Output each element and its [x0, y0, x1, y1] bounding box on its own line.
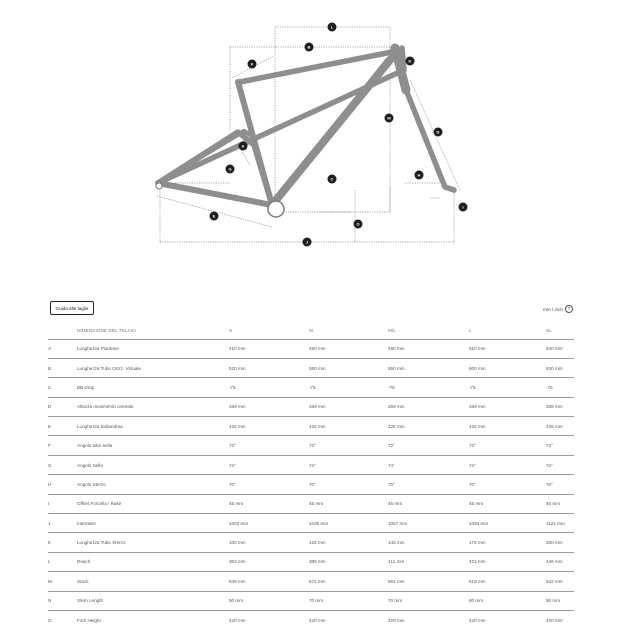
cell-size-m: 72°: [309, 443, 316, 449]
row-letter: I: [48, 501, 50, 507]
svg-text:C: C: [330, 176, 334, 182]
row-dimension-name: Angolo Sella: [77, 462, 103, 468]
row-letter: N: [48, 598, 52, 604]
row-letter: H: [48, 481, 52, 487]
svg-text:M: M: [387, 115, 391, 121]
cell-size-xl: -75: [546, 384, 553, 390]
cell-size-l: -75: [469, 384, 476, 390]
svg-text:F: F: [250, 61, 254, 67]
table-body: [48, 339, 574, 630]
cell-size-l: 600 mm: [469, 365, 486, 371]
cell-size-ml: 74°: [388, 462, 395, 468]
cell-size-ml: 45 mm: [388, 501, 403, 507]
marker-f: [248, 60, 257, 69]
cell-size-xl: 425 mm: [546, 423, 563, 429]
row-letter: K: [48, 540, 52, 546]
row-dimension-name: Stem Length: [77, 598, 104, 604]
cell-size-m: 450 mm: [309, 346, 326, 352]
header-size-s: S: [229, 328, 233, 334]
row-dimension-name: Interasse: [77, 520, 96, 526]
marker-o: [354, 220, 363, 229]
cell-size-xl: 630 mm: [546, 365, 563, 371]
bike-geometry-diagram: [0, 0, 632, 250]
table-row: [48, 475, 574, 494]
cell-size-l: 74°: [469, 462, 476, 468]
cell-size-ml: 591 mm: [388, 578, 405, 584]
cell-size-l: 510 mm: [469, 346, 486, 352]
table-row: [48, 397, 574, 416]
cell-size-s: 420 mm: [229, 617, 246, 623]
table-row: [48, 494, 574, 513]
cell-size-l: 45 mm: [469, 501, 484, 507]
table-row: [48, 378, 574, 397]
cell-size-xl: 90 mm: [546, 598, 561, 604]
cell-size-m: 70 mm: [309, 598, 324, 604]
row-letter: C: [48, 384, 52, 390]
cell-size-s: 363 mm: [229, 559, 246, 565]
marker-b: [305, 43, 314, 52]
row-letter: A: [48, 346, 52, 352]
cell-size-l: 1093 mm: [469, 520, 489, 526]
cell-size-s: 50 mm: [229, 598, 244, 604]
cell-size-m: -75: [309, 384, 316, 390]
geometry-table: [48, 323, 574, 630]
cell-size-s: 74°: [229, 462, 236, 468]
cell-size-s: 1003 mm: [229, 520, 249, 526]
cell-size-ml: 425 mm: [388, 423, 405, 429]
cell-size-ml: 269 mm: [388, 404, 405, 410]
svg-text:L: L: [330, 24, 334, 30]
svg-text:E: E: [212, 213, 216, 219]
cell-size-ml: 70°: [388, 481, 395, 487]
cell-size-m: 572 mm: [309, 578, 326, 584]
cell-size-m: 45 mm: [309, 501, 324, 507]
cell-size-l: 80 mm: [469, 598, 484, 604]
row-letter: E: [48, 423, 52, 429]
cell-size-l: 70°: [469, 481, 476, 487]
table-row: [48, 436, 574, 455]
cell-size-l: 425 mm: [469, 423, 486, 429]
row-dimension-name: Offset Forcella / Rake: [77, 501, 122, 507]
marker-d: [434, 128, 443, 137]
cell-size-l: 619 mm: [469, 578, 486, 584]
table-row: [48, 358, 574, 377]
cell-size-s: 269 mm: [229, 404, 246, 410]
cell-size-ml: 480 mm: [388, 346, 405, 352]
row-letter: M: [48, 578, 52, 584]
svg-text:I: I: [462, 204, 464, 210]
cell-size-xl: 540 mm: [546, 346, 563, 352]
table-row: [48, 591, 574, 610]
bike-frame: [156, 48, 454, 217]
cell-size-m: 386 mm: [309, 559, 326, 565]
cell-size-m: 269 mm: [309, 404, 326, 410]
table-row: [48, 533, 574, 552]
cell-size-m: 1035 mm: [309, 520, 329, 526]
cell-size-l: 175 mm: [469, 540, 486, 546]
row-letter: G: [48, 462, 52, 468]
cell-size-s: 100 mm: [229, 540, 246, 546]
cell-size-l: 269 mm: [469, 404, 486, 410]
header-size-l: L: [469, 328, 472, 334]
cell-size-xl: 70°: [546, 481, 553, 487]
marker-k: [406, 57, 415, 66]
marker-e: [210, 212, 219, 221]
marker-a: [239, 142, 248, 151]
cell-size-l: 72°: [469, 443, 476, 449]
cell-size-ml: 145 mm: [388, 540, 405, 546]
marker-l: [328, 23, 337, 32]
header-size-ml: M/L: [388, 328, 396, 334]
help-icon[interactable]: ?: [565, 305, 573, 313]
cell-size-ml: 411 mm: [388, 559, 405, 565]
cell-size-xl: 200 mm: [546, 540, 563, 546]
cell-size-m: 420 mm: [309, 617, 326, 623]
cell-size-ml: -75: [388, 384, 395, 390]
cell-size-ml: 1057 mm: [388, 520, 408, 526]
marker-m: [385, 114, 394, 123]
svg-text:H: H: [417, 172, 421, 178]
cell-size-s: 410 mm: [229, 346, 246, 352]
row-dimension-name: Reach: [77, 559, 91, 565]
cell-size-s: 72°: [229, 443, 236, 449]
cell-size-l: 422 mm: [469, 559, 486, 565]
cell-size-s: -75: [229, 384, 236, 390]
cell-size-l: 420 mm: [469, 617, 486, 623]
row-dimension-name: Angolo Sterzo: [77, 481, 106, 487]
svg-text:O: O: [356, 221, 360, 227]
row-letter: O: [48, 617, 52, 623]
table-row: [48, 610, 574, 629]
table-row: [48, 417, 574, 436]
cell-size-xl: 269 mm: [546, 404, 563, 410]
header-size-m: M: [309, 328, 313, 334]
row-dimension-name: BB Drop: [77, 384, 95, 390]
cell-size-s: 45 mm: [229, 501, 244, 507]
size-guide-button[interactable]: Guida alle taglie: [50, 301, 94, 315]
row-dimension-name: Stack: [77, 578, 89, 584]
marker-g: [226, 165, 235, 174]
units-toggle-label: mm / inch: [543, 306, 563, 312]
cell-size-ml: 420 mm: [388, 617, 405, 623]
cell-size-ml: 550 mm: [388, 365, 405, 371]
marker-i: [459, 203, 468, 212]
header-size-xl: XL: [546, 328, 552, 334]
cell-size-s: 70°: [229, 481, 236, 487]
svg-text:A: A: [241, 143, 245, 149]
row-letter: J: [48, 520, 51, 526]
header-letter: [48, 323, 77, 339]
svg-text:K: K: [408, 58, 412, 64]
row-letter: F: [48, 443, 51, 449]
cell-size-m: 125 mm: [309, 540, 326, 546]
cell-size-xl: 642 mm: [546, 578, 563, 584]
svg-text:B: B: [307, 44, 311, 50]
cell-size-m: 74°: [309, 462, 316, 468]
row-letter: D: [48, 404, 52, 410]
cell-size-xl: 420 mm: [546, 617, 563, 623]
table-row: [48, 455, 574, 474]
cell-size-m: 425 mm: [309, 423, 326, 429]
row-dimension-name: Altezza movimento centrale: [77, 404, 134, 410]
cell-size-s: 549 mm: [229, 578, 246, 584]
table-header-row: [48, 323, 574, 339]
row-letter: B: [48, 365, 52, 371]
cell-size-s: 425 mm: [229, 423, 246, 429]
cell-size-ml: 70 mm: [388, 598, 403, 604]
cell-size-xl: 73°: [546, 443, 553, 449]
table-row: [48, 514, 574, 533]
svg-text:G: G: [228, 166, 232, 172]
marker-h: [415, 171, 424, 180]
row-dimension-name: Fork Height: [77, 617, 101, 623]
table-row: [48, 552, 574, 571]
row-dimension-name: Angolo tubo sella: [77, 443, 113, 449]
units-toggle[interactable]: [543, 305, 573, 313]
table-row: [48, 339, 574, 358]
marker-c: [328, 175, 337, 184]
cell-size-s: 520 mm: [229, 365, 246, 371]
cell-size-xl: 45 mm: [546, 501, 561, 507]
row-dimension-name: Lunghezza Piantone: [77, 346, 119, 352]
row-dimension-name: Lunghezza Tubo Orizz. Virtuale: [77, 365, 142, 371]
cell-size-xl: 446 mm: [546, 559, 563, 565]
svg-text:J: J: [305, 239, 309, 245]
row-letter: L: [48, 559, 51, 565]
cell-size-xl: 1121 mm: [546, 520, 565, 526]
cell-size-xl: 74°: [546, 462, 553, 468]
svg-text:D: D: [436, 129, 440, 135]
row-dimension-name: Lunghezza Bollaridrea: [77, 423, 123, 429]
cell-size-m: 550 mm: [309, 365, 326, 371]
marker-j: [303, 238, 312, 247]
table-row: [48, 572, 574, 591]
dimension-lines: [157, 24, 460, 242]
cell-size-ml: 72°: [388, 443, 395, 449]
cell-size-m: 70°: [309, 481, 316, 487]
row-dimension-name: Lunghezza Tubo Sterzo: [77, 540, 126, 546]
header-dimension: DIMENSIONE DEL TELAIO: [77, 328, 136, 334]
